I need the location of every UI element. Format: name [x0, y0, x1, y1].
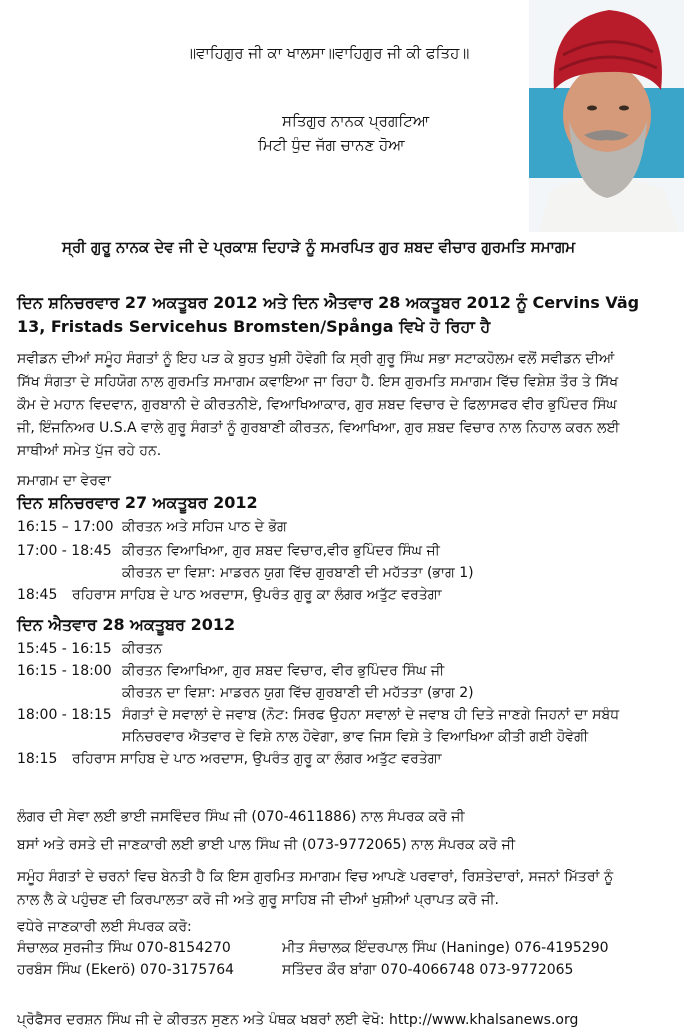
intro-line: ਜੀ, ਇੰਜਨਿਅਰ U.S.A ਵਾਲੇ ਗੁਰੂ ਸੰਗਤਾਂ ਨੂੰ ਗੁਰਬਾਣੀ ਕੀਰਤਨ, ਵਿਆਖਿਆ, ਗੁਰ ਸ਼ਬਦ ਵਿਚਾਰ ਨਾਲ ਨਿਹਾਲ ਕਰਨ ਲਈ	[17, 420, 620, 436]
day2-item: ਕੀਰਤਨ ਵਿਆਖਿਆ, ਗੁਰ ਸ਼ਬਦ ਵਿਚਾਰ, ਵੀਰ ਭੁਪਿੰਦਰ ਸਿੰਘ ਜੀ	[122, 663, 445, 679]
contact-left: ਹਰਬੰਸ ਸਿੰਘ (Ekerö) 070-3175764	[17, 962, 235, 978]
dates-line-1: ਦਿਨ ਸ਼ਨਿਚਰਵਾਰ 27 ਅਕਤੂਬਰ 2012 ਅਤੇ ਦਿਨ ਐਤਵਾਰ 28 ਅਕਤੂਬਰ 2012 ਨੂੰ Cervins Väg	[17, 293, 640, 312]
program-label: ਸਮਾਗਮ ਦਾ ਵੇਰਵਾ	[17, 473, 111, 489]
intro-line: ਸਾਥੀਆਂ ਸਮੇਤ ਪੁੱਜ ਰਹੇ ਹਨ.	[17, 443, 162, 459]
verse-line-1: ਸਤਿਗੁਰ ਨਾਨਕ ਪ੍ਰਗਟਿਆ	[282, 112, 430, 130]
contact-right: ਸਤਿੰਦਰ ਕੌਰ ਬਾਂਗਾ 070-4066748 073-9772065	[282, 962, 574, 978]
day2-item: ਰਹਿਰਾਸ ਸਾਹਿਬ ਦੇ ਪਾਠ ਅਰਦਾਸ, ਉਪਰੰਤ ਗੁਰੂ ਕਾ ਲੰਗਰ ਅਤੁੱਟ ਵਰਤੇਗਾ	[72, 751, 442, 767]
contact-left: ਸੰਚਾਲਕ ਸੁਰਜੀਤ ਸਿੰਘ 070-8154270	[17, 940, 231, 956]
day1-item: ਕੀਰਤਨ ਅਤੇ ਸਹਿਜ ਪਾਠ ਦੇ ਭੋਗ	[122, 519, 287, 535]
day2-item: ਕੀਰਤਨ ਦਾ ਵਿਸ਼ਾ: ਮਾਡਰਨ ਯੁਗ ਵਿੱਚ ਗੁਰਬਾਣੀ ਦੀ ਮਹੱਤਤਾ (ਭਾਗ 2)	[122, 685, 474, 701]
langar-contact: ਲੰਗਰ ਦੀ ਸੇਵਾ ਲਈ ਭਾਈ ਜਸਵਿੰਦਰ ਸਿੰਘ ਜੀ (070-4611886) ਨਾਲ ਸੰਪਰਕ ਕਰੋ ਜੀ	[17, 809, 465, 825]
day2-heading: ਦਿਨ ਐਤਵਾਰ 28 ਅਕਤੂਬਰ 2012	[17, 615, 236, 634]
day1-time: 16:15 – 17:00	[17, 519, 114, 535]
contact-right: ਮੀਤ ਸੰਚਾਲਕ ਇੰਦਰਪਾਲ ਸਿੰਘ (Haninge) 076-4195290	[282, 940, 609, 956]
day1-time: 17:00 - 18:45	[17, 543, 112, 559]
more-info-label: ਵਧੇਰੇ ਜਾਣਕਾਰੀ ਲਈ ਸੰਪਰਕ ਕਰੋ:	[17, 919, 192, 935]
portrait-photo	[529, 0, 684, 232]
greeting-line: ॥ਵਾਹਿਗੁਰ ਜੀ ਕਾ ਖਾਲਸਾ॥ਵਾਹਿਗੁਰ ਜੀ ਕੀ ਫਤਿਹ॥	[186, 44, 470, 62]
day1-time: 18:45	[17, 587, 58, 603]
event-heading: ਸ੍ਰੀ ਗੁਰੂ ਨਾਨਕ ਦੇਵ ਜੀ ਦੇ ਪ੍ਰਕਾਸ਼ ਦਿਹਾੜੇ ਨੂੰ ਸਮਰਪਿਤ ਗੁਰ ਸ਼ਬਦ ਵੀਚਾਰ ਗੁਰਮਤਿ ਸਮਾਗਮ	[62, 238, 576, 256]
intro-line: ਕੌਮ ਦੇ ਮਹਾਨ ਵਿਦਵਾਨ, ਗੁਰਬਾਨੀ ਦੇ ਕੀਰਤਨੀਏ, ਵਿਆਖਿਆਕਾਰ, ਗੁਰ ਸ਼ਬਦ ਵਿਚਾਰ ਦੇ ਫਿਲਾਸਫਰ ਵੀਰ ਭੁਪਿੰਦਰ ਸਿੰਘ	[17, 397, 617, 413]
request-line: ਸਮੂੰਹ ਸੰਗਤਾਂ ਦੇ ਚਰਨਾਂ ਵਿਚ ਬੇਨਤੀ ਹੈ ਕਿ ਇਸ ਗੁਰਮਿਤ ਸਮਾਗਮ ਵਿਚ ਆਪਣੇ ਪਰਵਾਰਾਂ, ਰਿਸ਼ਤੇਦਾਰਾਂ, ਸਜਨਾਂ ਮਿੱਤਰਾਂ ਨੂੰ	[17, 869, 614, 885]
day2-time: 15:45 - 16:15	[17, 641, 112, 657]
day2-item: ਸਨਿਚਰਵਾਰ ਐਤਵਾਰ ਦੇ ਵਿਸ਼ੇ ਨਾਲ ਹੋਵੇਗਾ, ਭਾਵ ਜਿਸ ਵਿਸ਼ੇ ਤੇ ਵਿਆਖਿਆ ਕੀਤੀ ਗਈ ਹੋਵੇਗੀ	[122, 729, 589, 745]
intro-line: ਸਵੀਡਨ ਦੀਆਂ ਸਮੂੰਹ ਸੰਗਤਾਂ ਨੂੰ ਇਹ ਪੜ ਕੇ ਬੁਹਤ ਖੁਸ਼ੀ ਹੋਵੇਗੀ ਕਿ ਸ੍ਰੀ ਗੁਰੂ ਸਿੰਘ ਸਭਾ ਸਟਾਕਹੋਲਮ ਵਲੋਂ ਸਵੀਡਨ ਦੀਆਂ	[17, 351, 615, 367]
intro-paragraph	[17, 348, 667, 463]
day2-item: ਸੰਗਤਾਂ ਦੇ ਸਵਾਲਾਂ ਦੇ ਜਵਾਬ (ਨੋਟ: ਸਿਰਫ ਉਹਨਾ ਸਵਾਲਾਂ ਦੇ ਜਵਾਬ ਹੀ ਦਿਤੇ ਜਾਣਗੇ ਜਿਹਨਾਂ ਦਾ ਸਬੰਧ	[122, 707, 620, 723]
request-line: ਨਾਲ ਲੈ ਕੇ ਪਹੁੰਚਣ ਦੀ ਕਿਰਪਾਲਤਾ ਕਰੋ ਜੀ ਅਤੇ ਗੁਰੂ ਸਾਹਿਬ ਜੀ ਦੀਆਂ ਖੁਸ਼ੀਆਂ ਪ੍ਰਾਪਤ ਕਰੋ ਜੀ.	[17, 892, 500, 908]
verse-line-2: ਮਿਟੀ ਧੁੰਦ ਜੱਗ ਚਾਨਣ ਹੋਆ	[258, 136, 405, 154]
day1-heading: ਦਿਨ ਸ਼ਨਿਚਰਵਾਰ 27 ਅਕਤੂਬਰ 2012	[17, 493, 258, 512]
day1-item: ਕੀਰਤਨ ਦਾ ਵਿਸ਼ਾ: ਮਾਡਰਨ ਯੁਗ ਵਿੱਚ ਗੁਰਬਾਣੀ ਦੀ ਮਹੱਤਤਾ (ਭਾਗ 1)	[122, 565, 474, 581]
day1-item: ਰਹਿਰਾਸ ਸਾਹਿਬ ਦੇ ਪਾਠ ਅਰਦਾਸ, ਉਪਰੰਤ ਗੁਰੂ ਕਾ ਲੰਗਰ ਅਤੁੱਟ ਵਰਤੇਗਾ	[72, 587, 442, 603]
day2-item: ਕੀਰਤਨ	[122, 641, 163, 657]
day2-time: 18:15	[17, 751, 58, 767]
footer-website[interactable]: ਪ੍ਰੋਫੈਸਰ ਦਰਸ਼ਨ ਸਿੰਘ ਜੀ ਦੇ ਕੀਰਤਨ ਸੁਣਨ ਅਤੇ ਪੰਥਕ ਖਬਰਾਂ ਲਈ ਵੇਖੋ: http://www.khalsanews.org	[17, 1012, 579, 1028]
day1-item: ਕੀਰਤਨ ਵਿਆਖਿਆ, ਗੁਰ ਸ਼ਬਦ ਵਿਚਾਰ,ਵੀਰ ਭੁਪਿੰਦਰ ਸਿੰਘ ਜੀ	[122, 543, 440, 559]
dates-line-2: 13, Fristads Servicehus Bromsten/Spånga ਵਿਖੇ ਹੋ ਰਿਹਾ ਹੈ	[17, 317, 491, 336]
day2-time: 16:15 - 18:00	[17, 663, 112, 679]
day2-time: 18:00 - 18:15	[17, 707, 112, 723]
intro-line: ਸਿੱਖ ਸੰਗਤਾ ਦੇ ਸਹਿਯੋਗ ਨਾਲ ਗੁਰਮਤਿ ਸਮਾਗਮ ਕਵਾਇਆ ਜਾ ਰਿਹਾ ਹੈ. ਇਸ ਗੁਰਮਤਿ ਸਮਾਗਮ ਵਿੱਚ ਵਿਸ਼ੇਸ਼ ਤੌਰ ਤੇ ਸਿੱਖ	[17, 374, 619, 390]
bus-contact: ਬਸਾਂ ਅਤੇ ਰਸਤੇ ਦੀ ਜਾਣਕਾਰੀ ਲਈ ਭਾਈ ਪਾਲ ਸਿੰਘ ਜੀ (073-9772065) ਨਾਲ ਸੰਪਰਕ ਕਰੋ ਜੀ	[17, 837, 516, 853]
